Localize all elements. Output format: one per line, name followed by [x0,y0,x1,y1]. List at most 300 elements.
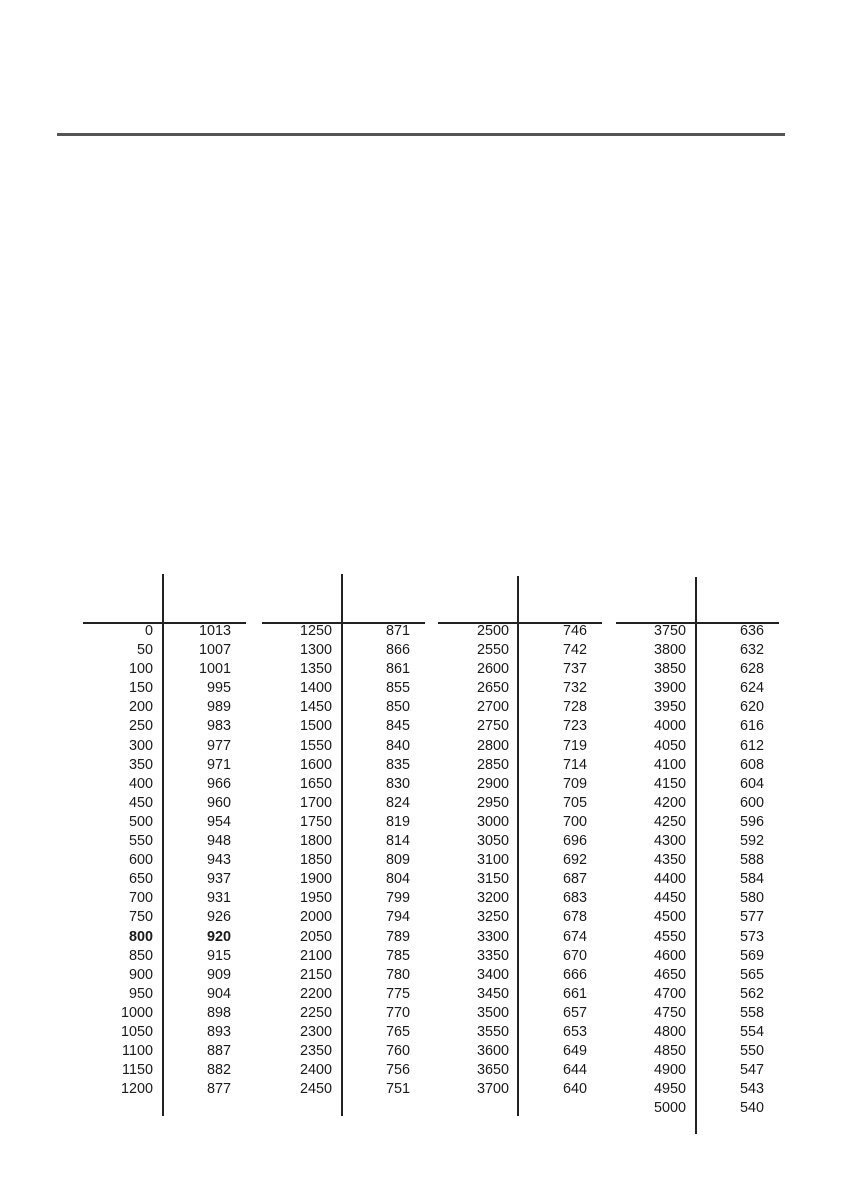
pressure-cell: 840 [385,737,410,754]
pressure-cell: 861 [385,661,410,678]
table-row [613,1061,779,1080]
table-row [80,966,246,985]
pressure-cell: 824 [385,794,410,811]
table-row [80,641,246,660]
altitude-cell: 1100 [122,1043,153,1060]
altitude-cell: 500 [128,813,153,830]
pressure-cell: 1013 [198,623,231,639]
pressure-cell: 770 [385,1004,410,1021]
table-row [613,966,779,985]
table-row [436,870,602,889]
table-row [80,1004,246,1023]
pressure-cell: 887 [206,1043,231,1060]
table-row [259,985,425,1004]
table-row [80,1061,246,1080]
pressure-cell: 596 [739,813,764,830]
table-row [613,813,779,832]
altitude-cell: 2400 [299,1062,332,1079]
table-row [80,794,246,813]
pressure-cell: 904 [206,985,231,1002]
table-row [613,756,779,775]
top-rule [57,133,785,136]
pressure-cell: 678 [562,909,587,926]
altitude-cell: 200 [128,699,153,716]
altitude-cell: 4100 [653,756,686,773]
altitude-cell: 2100 [299,947,332,964]
pressure-cell: 830 [385,775,410,792]
pressure-cell: 700 [562,813,587,830]
table-row [613,889,779,908]
pressure-cell: 592 [739,833,764,850]
pressure-cell: 612 [739,737,764,754]
table-row [436,908,602,927]
pressure-cell: 960 [206,794,231,811]
table-row [436,985,602,1004]
altitude-cell: 2200 [299,985,332,1002]
altitude-cell: 300 [128,737,153,754]
table-row [259,641,425,660]
pressure-cell: 649 [562,1043,587,1060]
pressure-cell: 584 [739,871,764,888]
altitude-cell: 2150 [299,966,332,983]
table-row [613,1099,779,1118]
table-row [80,947,246,966]
altitude-cell: 2350 [299,1043,332,1060]
pressure-cell: 540 [739,1100,764,1117]
altitude-cell: 3100 [476,852,509,869]
pressure-cell: 640 [562,1081,587,1098]
pressure-cell: 670 [562,947,587,964]
pressure-cell: 756 [385,1062,410,1079]
pressure-cell: 723 [562,718,587,735]
altitude-cell: 3700 [476,1081,509,1098]
altitude-cell: 4500 [653,909,686,926]
pressure-cell: 687 [562,871,587,888]
table-row [613,1023,779,1042]
pressure-cell: 804 [385,871,410,888]
altitude-cell: 4200 [653,794,686,811]
pressure-cell: 785 [385,947,410,964]
table-row [80,679,246,698]
table-row [613,794,779,813]
table-row [80,737,246,756]
pressure-cell: 562 [739,985,764,1002]
altitude-cell: 1000 [120,1004,153,1021]
table-row [613,1080,779,1099]
table-row [259,870,425,889]
pressure-cell: 1001 [198,661,231,678]
pressure-cell: 746 [562,623,587,639]
altitude-cell: 4800 [653,1023,686,1040]
table-row [613,908,779,927]
pressure-cell: 877 [206,1081,231,1098]
pressure-cell: 845 [385,718,410,735]
altitude-cell: 4850 [653,1043,686,1060]
pressure-cell: 709 [562,775,587,792]
table-row [259,1061,425,1080]
pressure-cell: 616 [739,718,764,735]
altitude-cell: 750 [128,909,153,926]
pressure-cell: 604 [739,775,764,792]
table-row [436,928,602,947]
altitude-cell: 2450 [299,1081,332,1098]
pressure-cell: 931 [206,890,231,907]
pressure-cell: 661 [562,985,587,1002]
pressure-cell: 775 [385,985,410,1002]
table-row [80,717,246,736]
altitude-cell: 4750 [653,1004,686,1021]
table-row [613,985,779,1004]
altitude-cell: 1900 [299,871,332,888]
table-row [436,641,602,660]
pressure-cell: 624 [739,680,764,697]
altitude-cell: 1550 [299,737,332,754]
altitude-cell: 3750 [653,623,686,639]
altitude-cell: 1650 [299,775,332,792]
altitude-cell: 1250 [299,623,332,639]
pressure-cell: 893 [206,1023,231,1040]
altitude-cell: 2650 [476,680,509,697]
pressure-cell: 989 [206,699,231,716]
table-row [80,908,246,927]
altitude-cell: 900 [128,966,153,983]
pressure-cell: 835 [385,756,410,773]
altitude-cell: 1950 [299,890,332,907]
pressure-cell: 977 [206,737,231,754]
pressure-cell: 565 [739,966,764,983]
altitude-cell: 250 [128,718,153,735]
table-row [80,698,246,717]
altitude-cell: 1450 [299,699,332,716]
pressure-cell: 742 [562,642,587,659]
table-row [80,870,246,889]
altitude-cell: 4450 [653,890,686,907]
table-row [80,660,246,679]
altitude-cell: 3850 [653,661,686,678]
altitude-cell: 4250 [653,813,686,830]
altitude-cell: 1600 [299,756,332,773]
table-row [259,889,425,908]
table-row [259,1023,425,1042]
pressure-cell: 550 [739,1043,764,1060]
altitude-cell: 2900 [476,775,509,792]
pressure-cell: 809 [385,852,410,869]
pressure-cell: 948 [206,833,231,850]
altitude-cell: 1700 [299,794,332,811]
altitude-cell: 5000 [653,1100,686,1117]
altitude-cell: 1750 [299,813,332,830]
altitude-cell: 4950 [653,1081,686,1098]
pressure-cell: 920 [206,928,231,945]
altitude-cell: 3550 [476,1023,509,1040]
pressure-cell: 866 [385,642,410,659]
table-row [436,775,602,794]
table-row [259,928,425,947]
table-row [613,1042,779,1061]
altitude-cell: 2850 [476,756,509,773]
altitude-cell: 4000 [653,718,686,735]
pressure-cell: 819 [385,813,410,830]
altitude-cell: 700 [128,890,153,907]
altitude-cell: 3300 [476,928,509,945]
altitude-cell: 4050 [653,737,686,754]
altitude-cell: 1200 [120,1081,153,1098]
table-row [259,1080,425,1099]
pressure-cell: 983 [206,718,231,735]
altitude-cell: 1850 [299,852,332,869]
table-row [436,622,602,641]
altitude-cell: 2000 [299,909,332,926]
table-row [436,660,602,679]
altitude-cell: 1350 [299,661,332,678]
table-row [436,1080,602,1099]
table-row [259,966,425,985]
altitude-cell: 4700 [653,985,686,1002]
table-row [259,737,425,756]
table-row [259,851,425,870]
table-row [613,698,779,717]
table-row [259,794,425,813]
table-row [613,947,779,966]
pressure-cell: 780 [385,966,410,983]
table-row [80,1080,246,1099]
table-row [80,985,246,1004]
pressure-cell: 628 [739,661,764,678]
pressure-cell: 898 [206,1004,231,1021]
table-row [613,928,779,947]
altitude-cell: 1800 [299,833,332,850]
table-row [436,947,602,966]
table-row [80,1042,246,1061]
table-rows [259,622,425,1099]
pressure-cell: 719 [562,737,587,754]
altitude-cell: 2250 [299,1004,332,1021]
altitude-cell: 2600 [476,661,509,678]
pressure-cell: 696 [562,833,587,850]
altitude-cell: 3950 [653,699,686,716]
pressure-cell: 765 [385,1023,410,1040]
pressure-cell: 573 [739,928,764,945]
altitude-cell: 3650 [476,1062,509,1079]
table-row [436,717,602,736]
altitude-cell: 950 [128,985,153,1002]
table-row [80,813,246,832]
pressure-cell: 814 [385,833,410,850]
pressure-cell: 580 [739,890,764,907]
pressure-cell: 653 [562,1023,587,1040]
table-row [259,1042,425,1061]
altitude-cell: 2050 [299,928,332,945]
altitude-cell: 4400 [653,871,686,888]
pressure-cell: 705 [562,794,587,811]
altitude-cell: 800 [128,928,153,945]
altitude-cell: 3250 [476,909,509,926]
table-row [613,1004,779,1023]
pressure-cell: 732 [562,680,587,697]
pressure-cell: 789 [385,928,410,945]
altitude-cell: 4900 [653,1062,686,1079]
pressure-cell: 850 [385,699,410,716]
table-row [80,928,246,947]
altitude-cell: 4300 [653,833,686,850]
table-row [613,717,779,736]
table-row [259,1004,425,1023]
altitude-cell: 100 [128,661,153,678]
table-row [259,947,425,966]
pressure-cell: 577 [739,909,764,926]
table-row [436,889,602,908]
pressure-cell: 692 [562,852,587,869]
table-row [259,622,425,641]
table-row [80,832,246,851]
altitude-cell: 650 [128,871,153,888]
altitude-cell: 50 [136,642,153,659]
table-row [259,813,425,832]
table-row [613,660,779,679]
altitude-cell: 1300 [299,642,332,659]
altitude-cell: 2800 [476,737,509,754]
table-row [613,679,779,698]
pressure-cell: 751 [385,1081,410,1098]
table-row [436,813,602,832]
altitude-cell: 3050 [476,833,509,850]
altitude-cell: 2700 [476,699,509,716]
table-row [259,775,425,794]
table-rows [80,622,246,1099]
altitude-cell: 1150 [122,1062,153,1079]
table-row [436,756,602,775]
pressure-cell: 971 [206,756,231,773]
table-row [436,966,602,985]
table-row [436,1061,602,1080]
table-row [436,1004,602,1023]
table-row [259,660,425,679]
pressure-cell: 871 [385,623,410,639]
altitude-cell: 3500 [476,1004,509,1021]
pressure-cell: 728 [562,699,587,716]
pressure-cell: 558 [739,1004,764,1021]
table-row [613,641,779,660]
table-row [259,717,425,736]
pressure-cell: 554 [739,1023,764,1040]
pressure-cell: 794 [385,909,410,926]
pressure-cell: 608 [739,756,764,773]
table-row [80,889,246,908]
pressure-cell: 683 [562,890,587,907]
table-row [613,870,779,889]
pressure-cell: 644 [562,1062,587,1079]
table-row [259,679,425,698]
altitude-cell: 4350 [653,852,686,869]
altitude-cell: 600 [128,852,153,869]
altitude-cell: 4600 [653,947,686,964]
pressure-cell: 926 [206,909,231,926]
pressure-cell: 937 [206,871,231,888]
table-row [436,832,602,851]
pressure-cell: 882 [206,1062,231,1079]
altitude-cell: 3150 [476,871,509,888]
altitude-cell: 400 [128,775,153,792]
table-row [80,775,246,794]
table-row [80,1023,246,1042]
altitude-cell: 3800 [653,642,686,659]
pressure-cell: 547 [739,1062,764,1079]
altitude-cell: 2550 [476,642,509,659]
table-row [436,737,602,756]
altitude-cell: 2750 [476,718,509,735]
pressure-cell: 588 [739,852,764,869]
altitude-cell: 150 [128,680,153,697]
table-row [259,908,425,927]
altitude-cell: 3000 [476,813,509,830]
table-rows [436,622,602,1099]
pressure-cell: 915 [206,947,231,964]
table-row [436,698,602,717]
table-row [80,756,246,775]
altitude-cell: 1500 [299,718,332,735]
pressure-cell: 954 [206,813,231,830]
pressure-cell: 995 [206,680,231,697]
altitude-cell: 2300 [299,1023,332,1040]
table-row [436,851,602,870]
pressure-cell: 636 [739,623,764,639]
pressure-cell: 943 [206,852,231,869]
altitude-cell: 3400 [476,966,509,983]
pressure-cell: 760 [385,1043,410,1060]
table-row [613,775,779,794]
altitude-cell: 1400 [299,680,332,697]
altitude-cell: 4150 [653,775,686,792]
altitude-cell: 350 [128,756,153,773]
altitude-cell: 3600 [476,1043,509,1060]
altitude-cell: 850 [128,947,153,964]
table-row [259,698,425,717]
pressure-cell: 657 [562,1004,587,1021]
pressure-cell: 600 [739,794,764,811]
table-row [613,622,779,641]
pressure-cell: 737 [562,661,587,678]
altitude-cell: 4650 [653,966,686,983]
pressure-cell: 620 [739,699,764,716]
pressure-cell: 632 [739,642,764,659]
pressure-cell: 1007 [198,642,231,659]
altitude-cell: 2950 [476,794,509,811]
pressure-cell: 855 [385,680,410,697]
altitude-cell: 1050 [120,1023,153,1040]
table-row [436,794,602,813]
table-row [613,832,779,851]
table-rows [613,622,779,1118]
table-row [436,679,602,698]
table-row [613,851,779,870]
altitude-cell: 3350 [476,947,509,964]
table-row [259,756,425,775]
pressure-cell: 909 [206,966,231,983]
table-row [436,1042,602,1061]
altitude-cell: 3450 [476,985,509,1002]
table-row [80,851,246,870]
pressure-cell: 714 [562,756,587,773]
table-row [259,832,425,851]
altitude-cell: 0 [144,623,153,639]
table-row [613,737,779,756]
altitude-cell: 2500 [476,623,509,639]
altitude-cell: 550 [128,833,153,850]
pressure-cell: 543 [739,1081,764,1098]
pressure-cell: 966 [206,775,231,792]
pressure-cell: 674 [562,928,587,945]
altitude-cell: 3200 [476,890,509,907]
